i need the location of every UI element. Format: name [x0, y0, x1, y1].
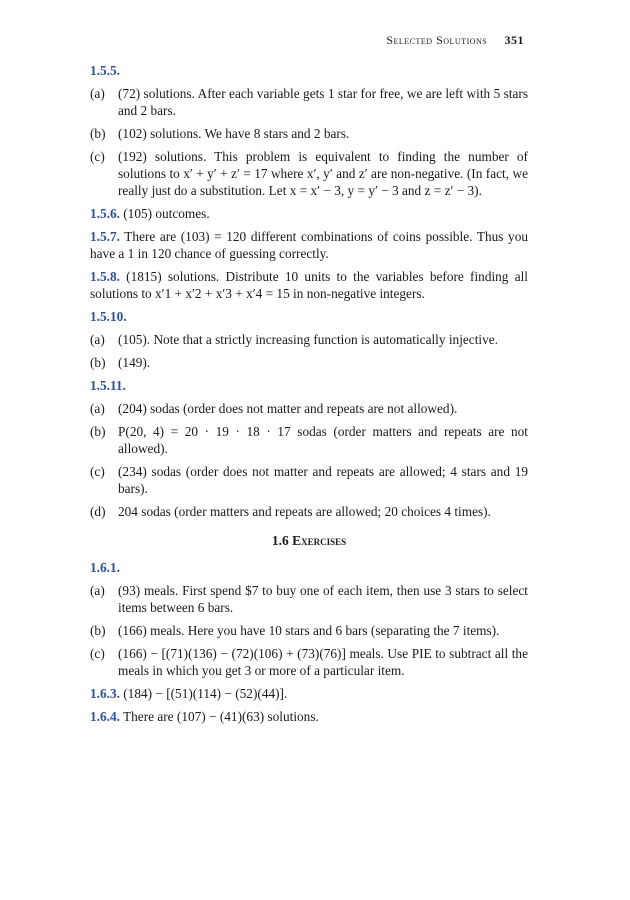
- solution-1-5-10-label: [90, 308, 528, 325]
- solution-1-5-5-label: [90, 62, 528, 79]
- solutions-content: [90, 62, 528, 731]
- exercise-1-6-3: 1.6.3. (184) − [(51)(114) − (52)(44)].: [90, 686, 288, 701]
- exercise-1-6-1-a: (a) (93) meals. First spend $7 to buy one of each item, then use 3 stars to select items between 6 bars.: [90, 583, 528, 615]
- exercise-1-6-4: 1.6.4. There are (107) − (41)(63) solutions.: [90, 709, 319, 724]
- solution-1-5-11-d: (d) 204 sodas (order matters and repeats are allowed; 20 choices 4 times).: [90, 504, 491, 519]
- section-title: Exercises: [292, 533, 347, 548]
- solution-1-5-8: 1.5.8. (1815) solutions. Distribute 10 units to the variables before finding all solutions to x′1 + x′2 + x′3 + x′4 = 15 in non-negative integers.: [90, 269, 528, 301]
- exercise-1-6-1-b: (b) (166) meals. Here you have 10 stars and 6 bars (separating the 7 items).: [90, 623, 500, 638]
- solution-label: 1.5.11.: [90, 378, 126, 393]
- section-heading: [90, 532, 528, 549]
- solution-1-5-10-a: (a) (105). Note that a strictly increasing function is automatically injective.: [90, 332, 498, 347]
- solution-1-5-10-b: (b) (149).: [90, 355, 151, 370]
- page-number: 351: [504, 33, 524, 47]
- solution-1-5-11-c: (c) (234) sodas (order does not matter and repeats are allowed; 4 stars and 19 bars).: [90, 464, 528, 496]
- section-number: 1.6: [271, 533, 289, 548]
- exercise-1-6-1-label: [90, 559, 528, 576]
- solution-label: 1.5.5.: [90, 63, 120, 78]
- solution-1-5-5-a: (a) (72) solutions. After each variable gets 1 star for free, we are left with 5 stars and 2 bars.: [90, 86, 528, 118]
- header-section-title: Selected Solutions: [386, 33, 488, 47]
- solution-1-5-11-a: (a) (204) sodas (order does not matter and repeats are not allowed).: [90, 401, 458, 416]
- solution-1-5-11-label: [90, 377, 528, 394]
- solution-label: 1.6.1.: [90, 560, 120, 575]
- exercise-1-6-1-c: (c) (166) − [(71)(136) − (72)(106) + (73)(76)] meals. Use PIE to subtract all the meals in which you get 3 or more of a particular item.: [90, 646, 528, 678]
- running-header: [386, 33, 524, 48]
- solution-1-5-11-b: (b) P(20, 4) = 20 · 19 · 18 · 17 sodas (order matters and repeats are not allowed).: [90, 424, 528, 456]
- solution-1-5-5-b: (b) (102) solutions. We have 8 stars and 2 bars.: [90, 126, 350, 141]
- solution-1-5-7: 1.5.7. There are (103) = 120 different combinations of coins possible. Thus you have a 1 in 120 chance of guessing correctly.: [90, 229, 528, 261]
- solution-label: 1.5.10.: [90, 309, 127, 324]
- solution-1-5-5-c: (c) (192) solutions. This problem is equivalent to finding the number of solutions to x′ + y′ + z′ = 17 where x′, y′ and z′ are non-negative. (In fact, we really just do a substitution. Let x = x′ − 3, y = y′ − 3 and z = z′ − 3).: [90, 149, 528, 198]
- solution-1-5-6: 1.5.6. (105) outcomes.: [90, 206, 210, 221]
